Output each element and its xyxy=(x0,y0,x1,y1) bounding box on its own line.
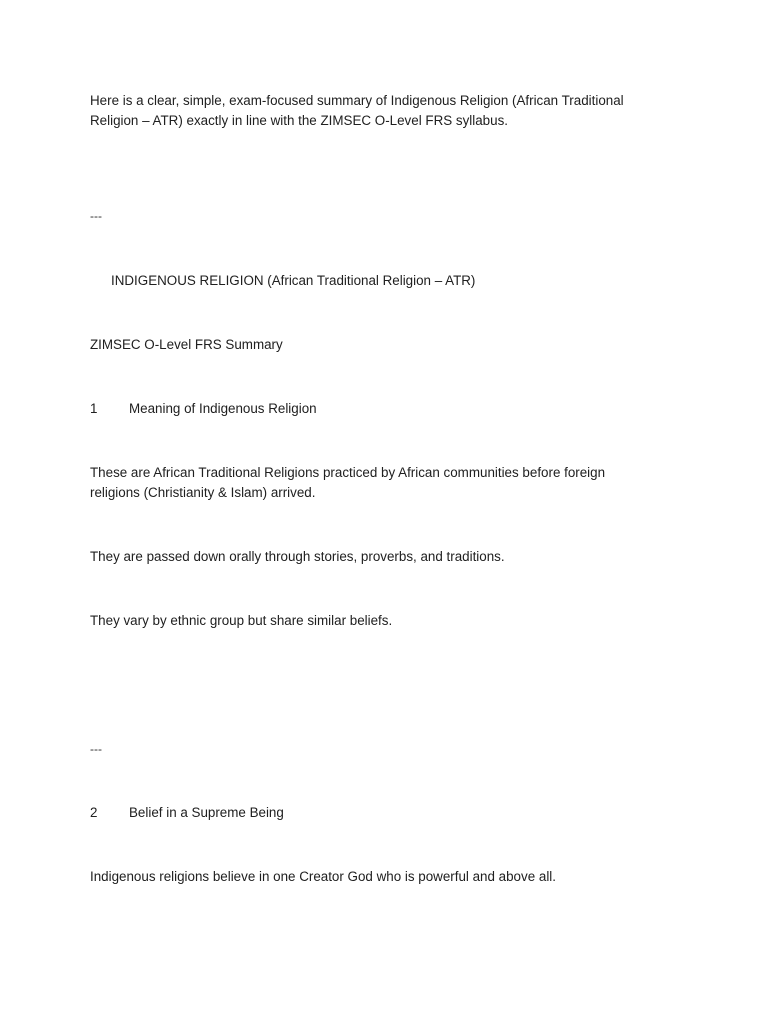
section-heading: Meaning of Indigenous Religion xyxy=(129,401,317,416)
paragraph-line: Indigenous religions believe in one Creator God who is powerful and above all. xyxy=(90,869,556,884)
document-subtitle: ZIMSEC O-Level FRS Summary xyxy=(90,337,283,352)
paragraph-line: They are passed down orally through stories, proverbs, and traditions. xyxy=(90,549,505,564)
document-title: INDIGENOUS RELIGION (African Traditional Religion – ATR) xyxy=(111,273,476,288)
intro-line-1: Here is a clear, simple, exam-focused summary of Indigenous Religion (African Traditional xyxy=(90,93,624,108)
separator: --- xyxy=(90,742,102,756)
intro-line-2: Religion – ATR) exactly in line with the ZIMSEC O-Level FRS syllabus. xyxy=(90,113,508,128)
paragraph-line: They vary by ethnic group but share similar beliefs. xyxy=(90,613,393,628)
section-heading: Belief in a Supreme Being xyxy=(129,805,284,820)
separator: --- xyxy=(90,209,102,223)
section-number: 2 xyxy=(90,805,98,820)
paragraph-line: These are African Traditional Religions practiced by African communities before foreign xyxy=(90,465,606,480)
section-number: 1 xyxy=(90,401,98,416)
paragraph-line: religions (Christianity & Islam) arrived. xyxy=(90,485,316,500)
